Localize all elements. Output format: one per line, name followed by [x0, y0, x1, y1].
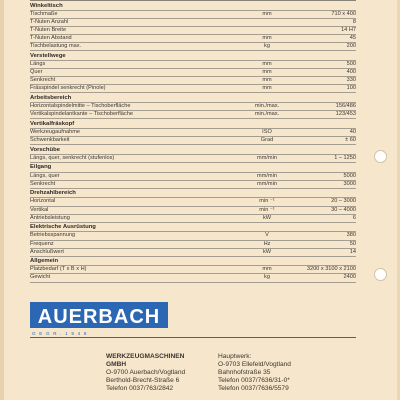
spec-label: Antriebsleistung — [30, 214, 70, 221]
spec-label: Längs, quer, senkrecht (stufenlos) — [30, 154, 115, 161]
headquarters-label: Hauptwerk: — [218, 353, 252, 360]
spec-row — [30, 265, 356, 273]
spec-row — [30, 154, 356, 163]
address-left — [106, 353, 185, 393]
spec-unit: mm — [262, 10, 272, 17]
spec-unit: mm — [262, 60, 272, 67]
established-year: G E G R . 1 9 4 8 — [32, 331, 88, 336]
spec-value: 200 — [346, 43, 356, 50]
spec-value: 1 – 1250 — [334, 154, 356, 161]
company-name: WERKZEUGMASCHINEN — [106, 353, 185, 360]
spec-label: Anschlußwert — [30, 248, 64, 255]
section-rows — [30, 265, 356, 282]
section-title: Verstellwege — [30, 52, 66, 59]
spec-unit: kW — [262, 248, 272, 255]
spec-row — [30, 197, 356, 205]
spec-unit: Grad — [260, 136, 274, 143]
spec-unit: mm — [262, 85, 272, 92]
section-title: Vertikalfräskopf — [30, 120, 75, 127]
spec-table — [30, 0, 356, 283]
spec-row — [30, 18, 356, 26]
spec-row — [30, 10, 356, 18]
spec-value: 14 H7 — [341, 26, 356, 33]
spec-label: T-Nuten Breite — [30, 26, 67, 33]
logo-text: AUERBACH — [37, 306, 161, 328]
brand-rule — [30, 337, 356, 338]
section-title: Allgemein — [30, 258, 59, 265]
section-rows — [30, 60, 356, 93]
company-type: GMBH — [106, 361, 127, 369]
spec-value: 330 — [346, 77, 356, 84]
spec-row — [30, 26, 356, 34]
spec-label: Längs, quer — [30, 172, 60, 179]
spec-unit: min ⁻¹ — [259, 198, 275, 205]
spec-label: Vertikalspindelantkante – Tischoberfläche — [30, 111, 133, 118]
spec-value: 20 – 3000 — [331, 198, 356, 205]
spec-row — [30, 172, 356, 180]
section-rows — [30, 10, 356, 51]
spec-label: Betriebsspannung — [30, 232, 76, 239]
spec-row — [30, 231, 356, 239]
spec-value: 2400 — [343, 274, 356, 281]
spec-label: Platzbedarf (T x B x H) — [30, 266, 87, 273]
punch-hole — [374, 268, 387, 281]
phone-line: Telefon 0037/763/2842 — [106, 385, 174, 393]
punch-hole — [374, 150, 387, 163]
section-title: Arbeitsbereich — [30, 94, 72, 101]
spec-unit: kW — [262, 214, 272, 221]
spec-label: Tischmaße — [30, 10, 58, 17]
spec-row — [30, 34, 356, 42]
spec-unit: min ⁻¹ — [259, 206, 275, 213]
auerbach-logo — [30, 302, 168, 328]
section-rows — [30, 102, 356, 119]
spec-row — [30, 76, 356, 84]
section-title: Drehzahlbereich — [30, 190, 76, 197]
spec-label: T-Nuten Abstand — [30, 34, 72, 41]
address-line: O-9703 Ellefeld/Vogtland — [218, 361, 291, 369]
spec-unit: mm — [262, 68, 272, 75]
address-line: Bahnhofstraße 35 — [218, 369, 271, 377]
spec-unit: mm/min — [257, 172, 277, 179]
section-title: Winkeltisch — [30, 2, 63, 9]
spec-value: 8 — [352, 18, 356, 25]
address-right — [218, 353, 291, 393]
section-rows — [30, 197, 356, 222]
spec-value: 3000 — [343, 180, 356, 187]
spec-unit: mm — [262, 266, 272, 273]
spec-value: 50 — [349, 240, 356, 247]
spec-label: Quer — [30, 68, 43, 75]
spec-label: T-Nuten Anzahl — [30, 18, 69, 25]
spec-value: 156/486 — [335, 102, 356, 109]
spec-label: Horizontalspindelmitte – Tischoberfläche — [30, 102, 131, 109]
section-rows — [30, 172, 356, 189]
spec-value: 500 — [346, 60, 356, 67]
spec-unit: mm/min — [257, 180, 277, 187]
spec-unit: mm — [262, 77, 272, 84]
address-line: O-9700 Auerbach/Vogtland — [106, 369, 186, 377]
spec-value: 123/453 — [335, 111, 356, 118]
spec-row — [30, 240, 356, 248]
section-rows — [30, 128, 356, 145]
spec-value: ± 60 — [345, 136, 356, 143]
spec-label: Frequenz — [30, 240, 54, 247]
spec-label: Frässpindel senkrecht (Pinole) — [30, 85, 106, 92]
spec-row — [30, 110, 356, 119]
spec-value: 400 — [346, 68, 356, 75]
spec-value: 40 — [349, 128, 356, 135]
spec-label: Werkzeugaufnahme — [30, 128, 80, 135]
spec-value: 5000 — [343, 172, 356, 179]
section-rows — [30, 154, 356, 163]
spec-row — [30, 273, 356, 282]
spec-row — [30, 136, 356, 145]
spec-label: Tischbelastung max. — [30, 43, 82, 50]
spec-value: 100 — [346, 85, 356, 92]
spec-label: Gewicht — [30, 274, 51, 281]
spec-row — [30, 180, 356, 189]
spec-row — [30, 102, 356, 110]
spec-row — [30, 60, 356, 68]
spec-unit: ISO — [262, 128, 272, 135]
spec-value: 45 — [349, 34, 356, 41]
spec-label: Senkrecht — [30, 77, 56, 84]
spec-label: Längs — [30, 60, 46, 67]
spec-label: Senkrecht — [30, 180, 56, 187]
spec-row — [30, 206, 356, 214]
spec-row — [30, 128, 356, 136]
spec-unit: min./max. — [254, 102, 280, 109]
spec-value: 3200 x 3100 x 2100 — [306, 266, 356, 273]
spec-value: 14 — [349, 248, 356, 255]
spec-unit: mm/min — [257, 154, 277, 161]
phone-line: Telefon 0037/7636/31-0* — [218, 377, 290, 385]
paper-edge-left — [0, 0, 4, 400]
address-line: Berthold-Brecht-Straße 6 — [106, 377, 180, 385]
spec-label: Horizontal — [30, 198, 56, 205]
spec-value: 6 — [352, 214, 356, 221]
section-title: Vorschübe — [30, 146, 61, 153]
spec-unit: kg — [264, 274, 270, 281]
spec-row — [30, 248, 356, 257]
spec-unit: V — [265, 232, 269, 239]
spec-row — [30, 84, 356, 93]
spec-row — [30, 68, 356, 76]
spec-value: 380 — [346, 232, 356, 239]
section-title: Eilgang — [30, 164, 52, 171]
spec-unit: Hz — [263, 240, 271, 247]
spec-row — [30, 214, 356, 223]
section-rows — [30, 231, 356, 256]
phone-line: Telefon 0037/7636/5579 — [218, 385, 289, 393]
spec-label: Schwenkbarkeit — [30, 136, 70, 143]
spec-unit: kg — [264, 43, 270, 50]
top-rule — [30, 0, 356, 1]
spec-label: Vertikal — [30, 206, 49, 213]
spec-value: 710 x 400 — [331, 10, 356, 17]
spec-unit: mm — [262, 34, 272, 41]
section-title: Elektrische Ausrüstung — [30, 224, 96, 231]
spec-row — [30, 42, 356, 51]
spec-unit: min./max. — [254, 111, 280, 118]
spec-value: 30 – 4000 — [331, 206, 356, 213]
